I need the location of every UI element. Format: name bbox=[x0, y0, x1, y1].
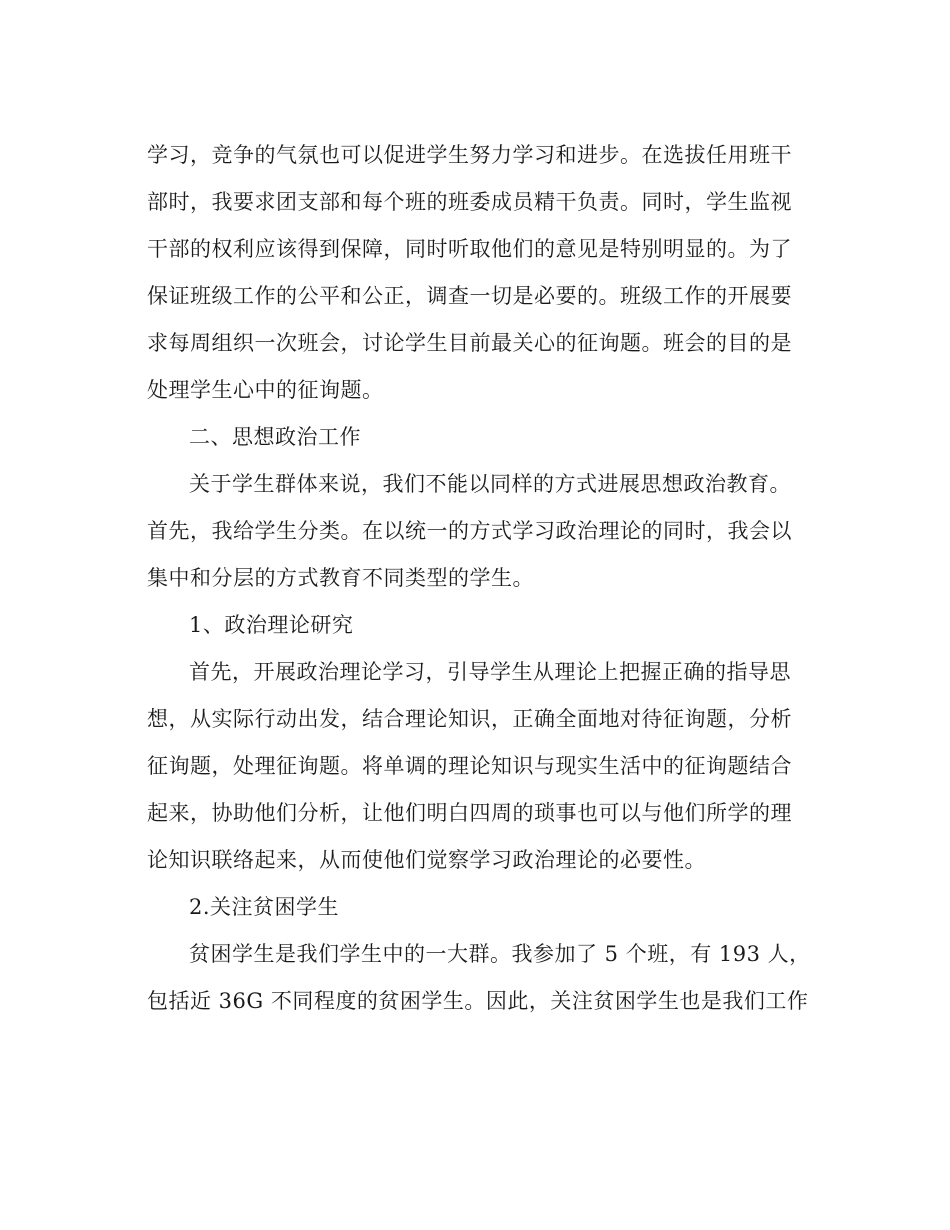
text-line: 学习，竞争的气氛也可以促进学生努力学习和进步。在选拔任用班干 bbox=[147, 143, 792, 167]
text-line: 处理学生心中的征询题。 bbox=[147, 378, 384, 402]
text-line: 征询题，处理征询题。将单调的理论知识与现实生活中的征询题结合 bbox=[147, 754, 792, 778]
text-line: 贫困学生是我们学生中的一大群。我参加了 5 个班，有 193 人， bbox=[189, 942, 811, 966]
text-line: 保证班级工作的公平和公正，调查一切是必要的。班级工作的开展要 bbox=[147, 284, 792, 308]
text-line: 首先，开展政治理论学习，引导学生从理论上把握正确的指导思 bbox=[189, 660, 791, 684]
text-line: 干部的权利应该得到保障，同时听取他们的意见是特别明显的。为了 bbox=[147, 237, 792, 261]
section-heading: 二、思想政治工作 bbox=[189, 425, 361, 449]
text-line: 求每周组织一次班会，讨论学生目前最关心的征询题。班会的目的是 bbox=[147, 331, 792, 355]
subsection-heading: 2.关注贫困学生 bbox=[189, 895, 340, 919]
text-line: 论知识联络起来，从而使他们觉察学习政治理论的必要性。 bbox=[147, 848, 706, 872]
text-line: 首先，我给学生分类。在以统一的方式学习政治理论的同时，我会以 bbox=[147, 519, 792, 543]
subsection-heading: 1、政治理论研究 bbox=[189, 613, 354, 637]
document-body bbox=[147, 132, 811, 1025]
text-line: 起来，协助他们分析，让他们明白四周的琐事也可以与他们所学的理 bbox=[147, 801, 792, 825]
text-line: 集中和分层的方式教育不同类型的学生。 bbox=[147, 566, 534, 590]
text-line: 包括近 36G 不同程度的贫困学生。因此，关注贫困学生也是我们工作 bbox=[147, 989, 809, 1013]
text-line: 部时，我要求团支部和每个班的班委成员精干负责。同时，学生监视 bbox=[147, 190, 792, 214]
text-line: 想，从实际行动出发，结合理论知识，正确全面地对待征询题，分析 bbox=[147, 707, 792, 731]
text-line: 关于学生群体来说，我们不能以同样的方式进展思想政治教育。 bbox=[189, 472, 791, 496]
